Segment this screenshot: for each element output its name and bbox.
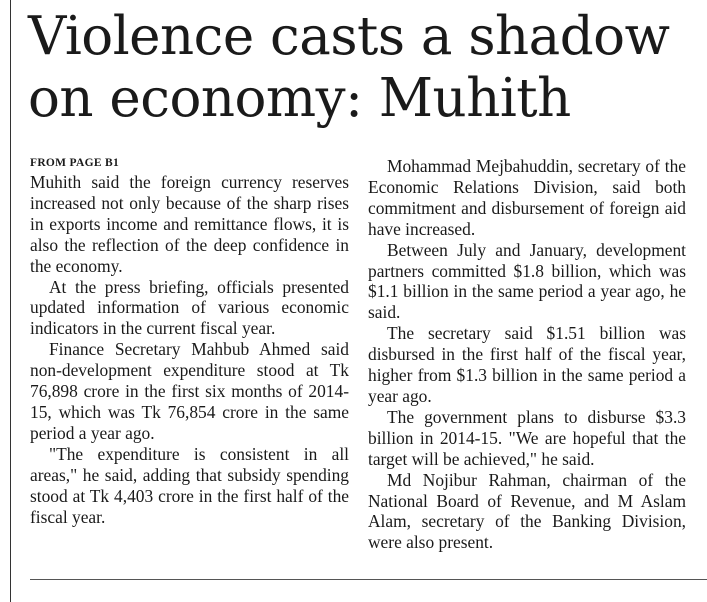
bottom-rule [30, 579, 707, 580]
kicker: FROM PAGE B1 [30, 157, 119, 169]
paragraph: The secretary said $1.51 billion was disbursed in the first half of the fiscal year, higher from $1.3 billion in the same period a year ago. [368, 323, 686, 406]
left-column-rule [10, 0, 11, 602]
article-column-right [368, 156, 686, 553]
article-column-left [30, 156, 349, 527]
paragraph: "The expenditure is consistent in all areas," he said, adding that subsidy spending stood at Tk 4,403 crore in the first half of the fiscal year. [30, 443, 349, 527]
paragraph: Muhith said the foreign currency reserves increased not only because of the sharp rises in exports income and remittance flows, it is also the reflection of the deep confidence in the economy. [30, 172, 349, 276]
paragraph: Mohammad Mejbahuddin, secretary of the Economic Relations Division, said both commitment and disbursement of foreign aid have increased. [368, 156, 686, 239]
paragraph: Between July and January, development partners committed $1.8 billion, which was $1.1 billion in the same period a year ago, he said. [368, 239, 686, 323]
headline: Violence casts a shadow on economy: Muhith [28, 6, 670, 129]
paragraph: The government plans to disburse $3.3 billion in 2014-15. "We are hopeful that the target will be achieved," he said. [368, 406, 686, 469]
paragraph: Finance Secretary Mahbub Ahmed said non-development expenditure stood at Tk 76,898 crore in the first six months of 2014-15, which was Tk 76,854 crore in the same period a year ago. [30, 339, 349, 443]
paragraph: At the press briefing, officials presented updated information of various economic indicators in the current fiscal year. [30, 276, 349, 339]
paragraph: Md Nojibur Rahman, chairman of the National Board of Revenue, and M Aslam Alam, secretary of the Banking Division, were also present. [368, 469, 686, 553]
